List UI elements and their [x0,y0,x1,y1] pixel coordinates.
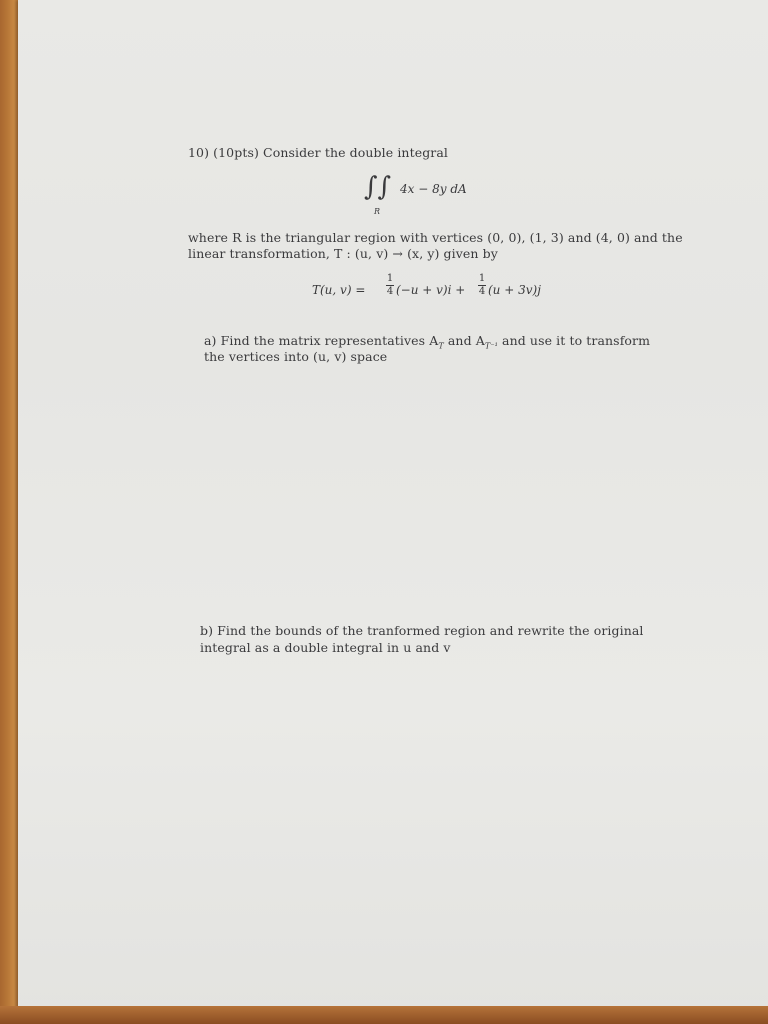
integrand: 4x − 8y dA [400,182,467,196]
integral-region-label: R [374,207,381,216]
part-a-line-2: the vertices into (u, v) space [204,349,388,364]
part-a-subscript-2: T⁻¹ [484,341,498,351]
problem-header: 10) (10pts) Consider the double integral [188,145,449,160]
transform-term-2: (u + 3v)j [488,283,541,297]
transform-lhs: T(u, v) = [312,283,366,297]
transform-term-1: (−u + v)i + [396,283,466,297]
fraction-numerator: 1 [386,273,394,284]
part-b-line-1: b) Find the bounds of the tranformed region and rewrite the original [200,623,644,638]
description-line-2: linear transformation, T : (u, v) → (x, y) given by [188,246,498,261]
fraction-denominator: 4 [478,286,486,297]
worksheet-page [18,0,768,1014]
fraction-denominator: 4 [386,286,394,297]
desk-surface [0,1006,768,1024]
part-a-mid: and A [447,333,485,348]
integral-sign: ∫∫ [364,172,392,202]
fraction-numerator: 1 [478,273,486,284]
part-a-text: a) Find the matrix representatives A [204,333,439,348]
fraction-one-quarter-2 [478,274,486,297]
part-a-subscript-1: T [438,341,444,351]
part-b-line-2: integral as a double integral in u and v [200,640,451,655]
part-a-rest: and use it to transform [502,333,651,348]
description-line-1: where R is the triangular region with vertices (0, 0), (1, 3) and (4, 0) and the [188,230,683,245]
fraction-one-quarter [386,274,394,297]
